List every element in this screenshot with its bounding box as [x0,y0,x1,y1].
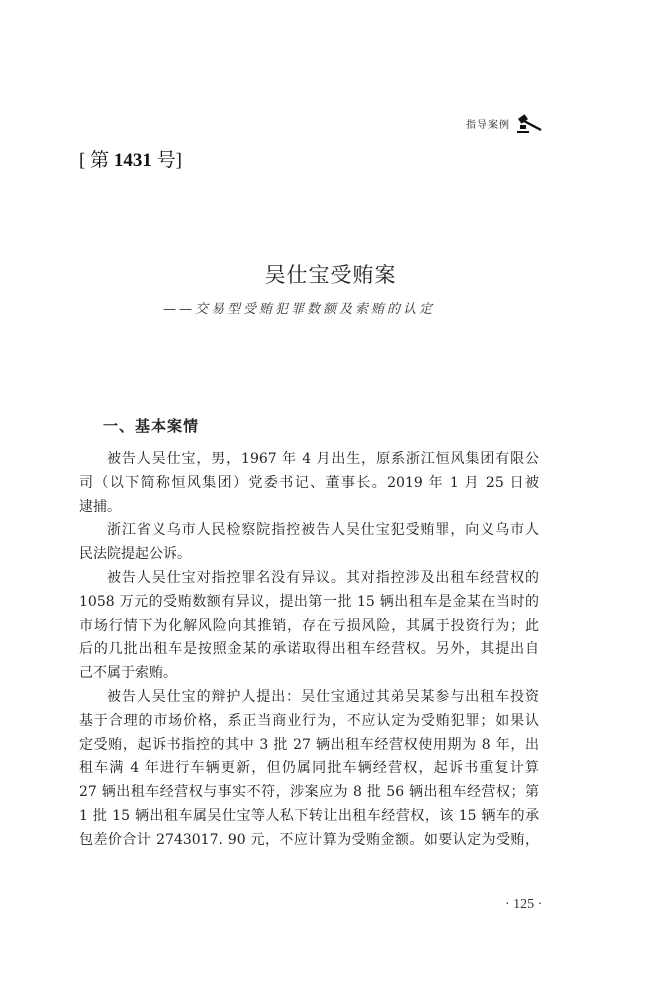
text-line: 后的几批出租车是按照金某的承诺取得出租车经营权。另外，其提出自 [79,641,539,658]
case-number-prefix: 第 [90,150,110,171]
text-line: 己不属于索贿。 [79,665,177,682]
paragraph [79,567,539,686]
text-line: 27 辆出租车经营权与事实不符，涉案应为 8 批 56 辆出租车经营权；第 [79,784,539,801]
gavel-icon [514,114,544,134]
text-line: 民法院提起公诉。 [79,546,191,563]
text-line: 浙江省义乌市人民检察院指控被告人吴仕宝犯受贿罪，向义乌市人 [107,522,539,539]
text-line: 市场行情下为化解风险向其推销，存在亏损风险，其属于投资行为；此 [79,617,539,634]
text-line: 定受贿，起诉书指控的其中 3 批 27 辆出租车经营权使用期为 8 年，出 [79,736,539,753]
text-line: 租车满 4 年进行车辆更新，但仍属同批车辆经营权，起诉书重复计算 [79,760,539,777]
section-heading: 一、基本案情 [103,417,200,435]
text-line: 包差价合计 2743017. 90 元，不应计算为受贿金额。如要认定为受贿， [79,831,539,848]
paragraph [79,686,539,853]
case-number-close-bracket: ] [175,150,182,171]
text-line: 基于合理的市场价格，系正当商业行为，不应认定为受贿犯罪；如果认 [79,712,539,729]
text-line: 被告人吴仕宝对指控罪名没有异议。其对指控涉及出租车经营权的 [107,569,539,586]
paragraph [79,519,539,567]
text-line: 1 批 15 辆出租车属吴仕宝等人私下转让出租车经营权，该 15 辆车的承 [79,807,539,824]
paragraph [79,448,539,519]
text-line: 司（以下简称恒风集团）党委书记、董事长。2019 年 1 月 25 日被 [79,474,539,491]
case-number-open-bracket: [ [79,150,86,171]
page-number: · 125 · [505,897,543,912]
case-number-suffix: 号 [156,150,176,171]
case-number-value: 1431 [113,150,152,171]
text-line: 被告人吴仕宝的辩护人提出：吴仕宝通过其弟吴某参与出租车投资 [107,688,539,705]
section-tag: 指导案例 [466,120,510,131]
text-line: 1058 万元的受贿数额有异议，提出第一批 15 辆出租车是金某在当时的 [79,593,539,610]
case-subtitle: ——交易型受贿犯罪数额及索贿的认定 [163,302,436,317]
text-line: 被告人吴仕宝，男，1967 年 4 月出生，原系浙江恒风集团有限公 [107,451,539,467]
text-line: 逮捕。 [79,498,121,515]
case-number [79,145,182,172]
body-text [79,448,539,853]
case-title: 吴仕宝受贿案 [264,263,397,287]
